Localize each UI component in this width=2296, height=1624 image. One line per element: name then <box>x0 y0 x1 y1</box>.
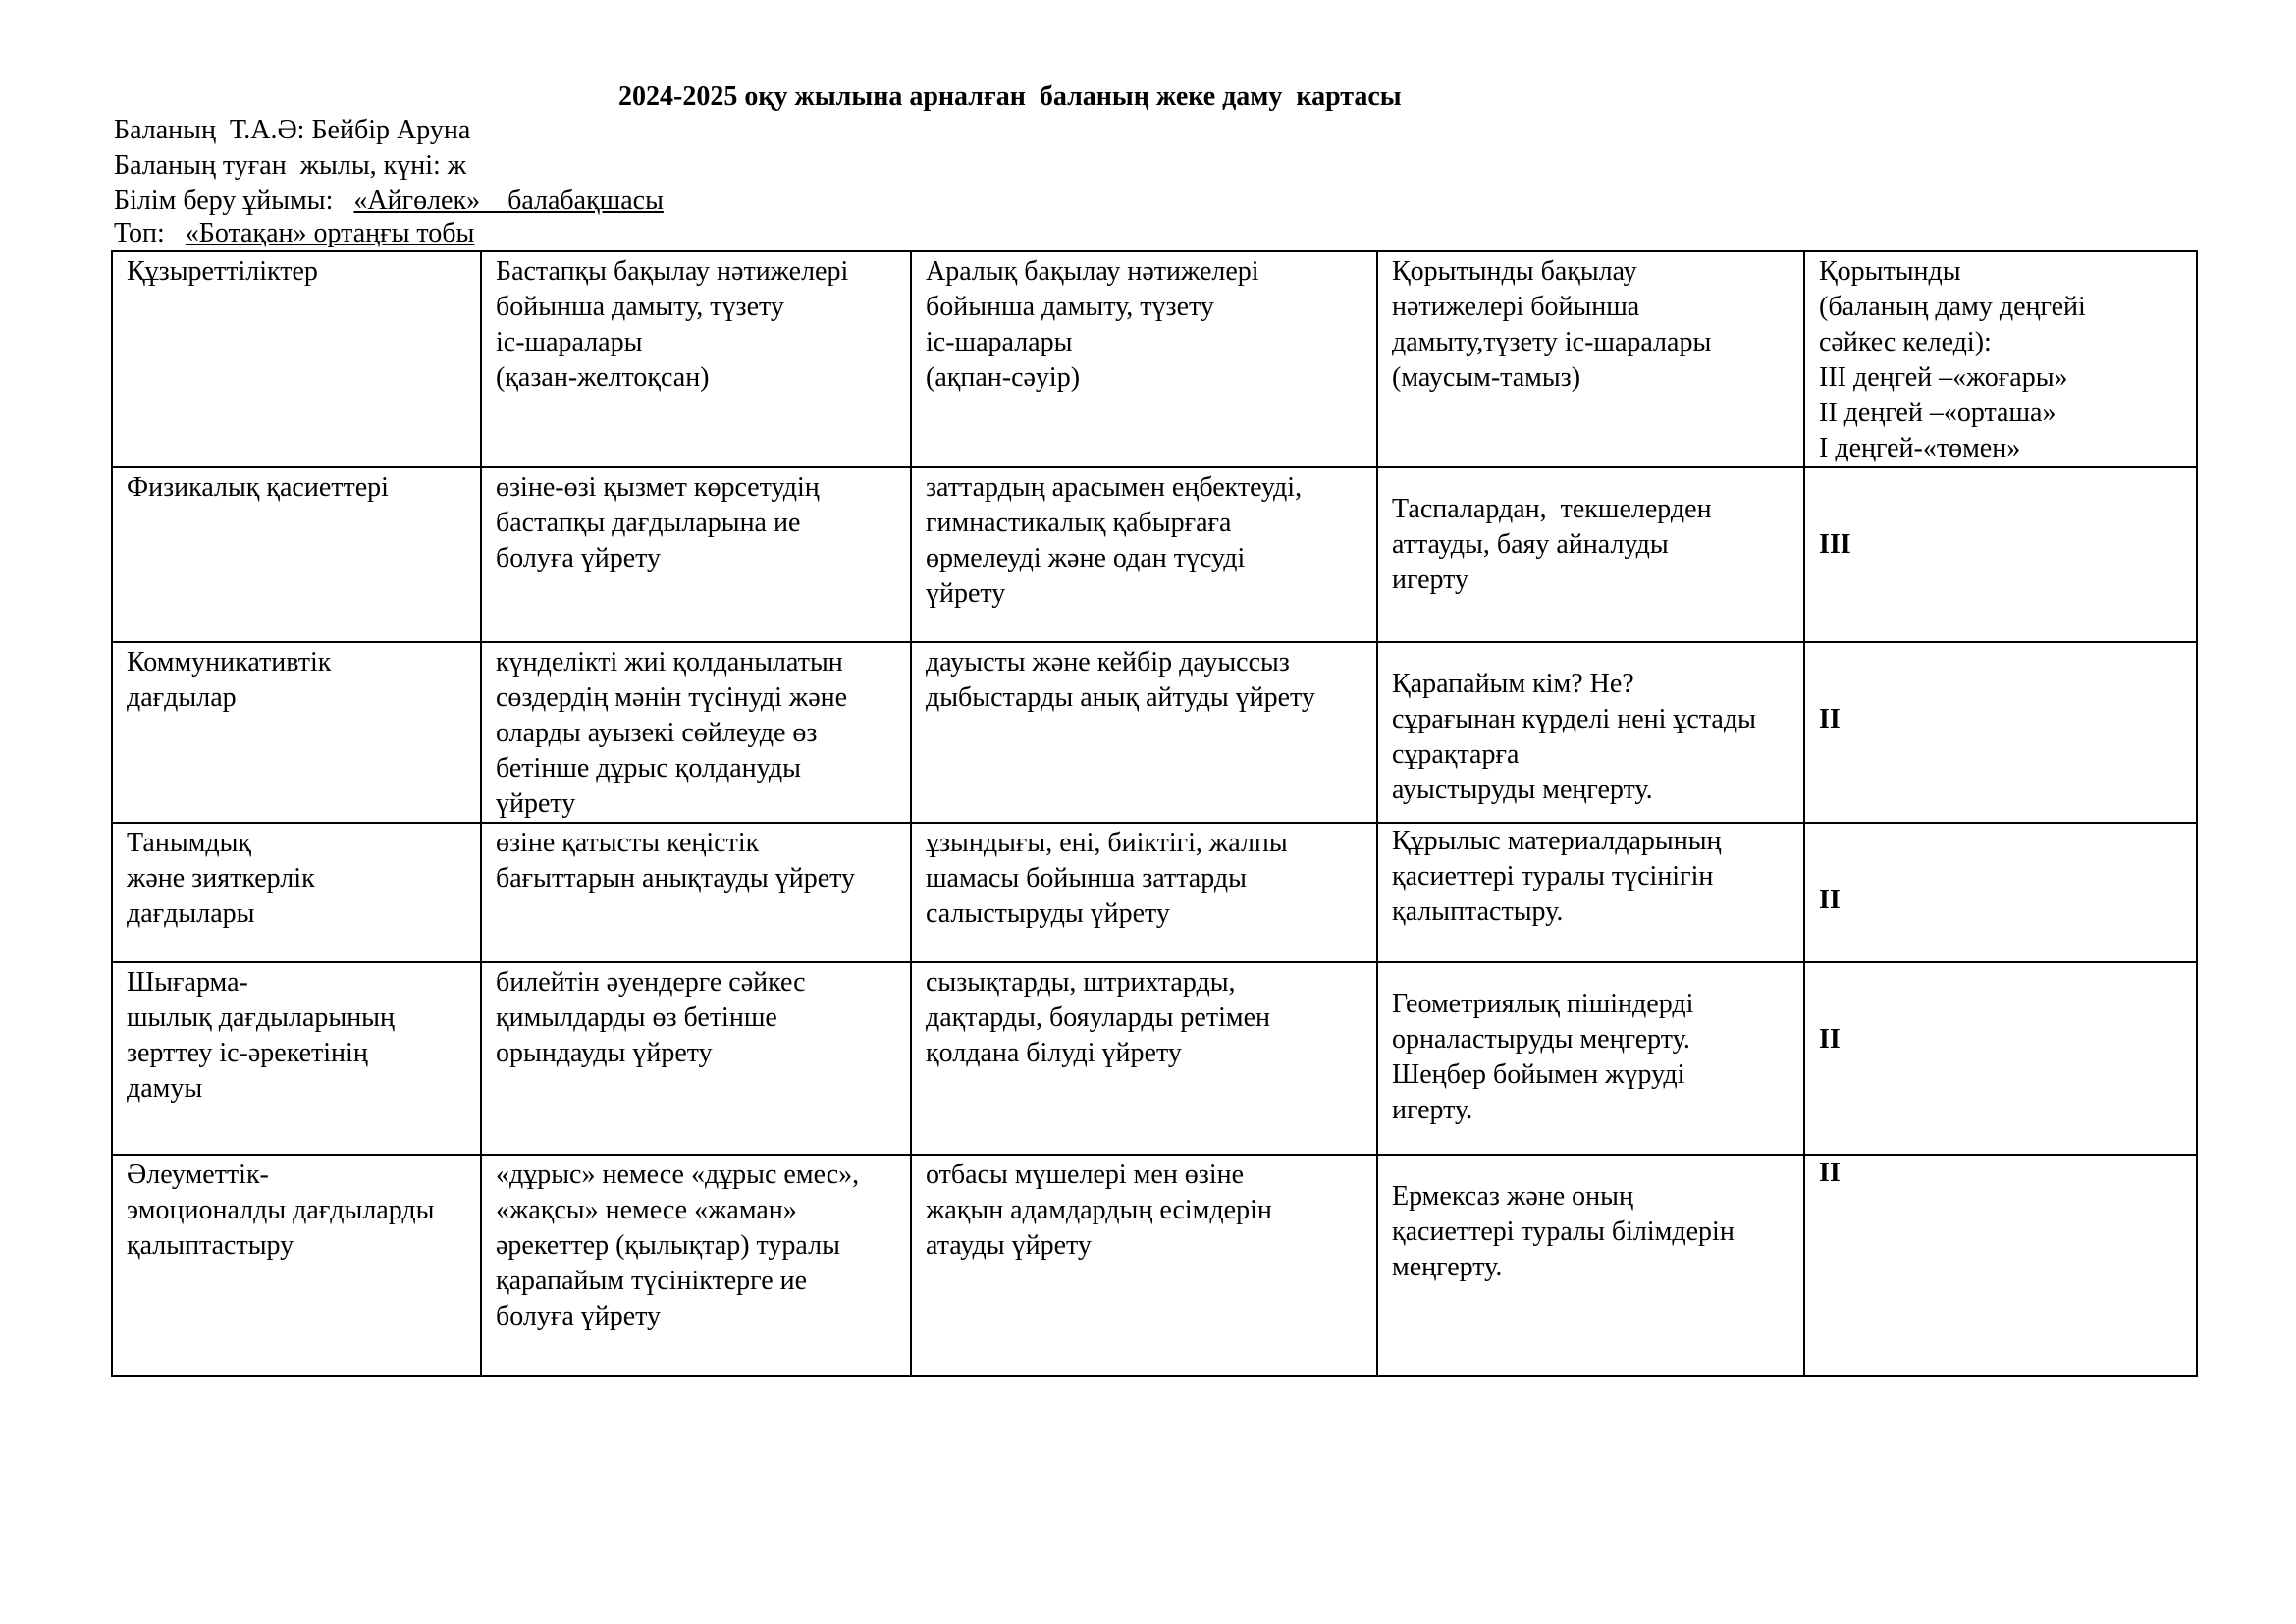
cell-text-line: дағдылар <box>127 682 237 713</box>
cell-text-line: дамуы <box>127 1073 203 1104</box>
competency-cell <box>112 1155 481 1376</box>
organization-line <box>114 184 664 219</box>
cell-text-line: Бастапқы бақылау нәтижелері <box>496 256 849 287</box>
cell-text-line: (қазан-желтоқсан) <box>496 362 710 393</box>
cell-text-line: Ермексаз және оның <box>1392 1181 1633 1212</box>
cell-text-line: Таспалардан, текшелерден <box>1392 494 1712 524</box>
cell-text-line: дақтарды, бояуларды ретімен <box>926 1002 1270 1033</box>
cell-text-line: игерту <box>1392 565 1469 595</box>
development-level-cell <box>1804 962 2197 1155</box>
cell-text-line: үйрету <box>496 788 576 819</box>
cell-text-line: атауды үйрету <box>926 1230 1092 1261</box>
development-level-cell <box>1804 823 2197 962</box>
child-name-line <box>114 113 470 148</box>
cell-text-line: дауысты және кейбір дауыссыз <box>926 647 1290 677</box>
cell-text-line: болуға үйрету <box>496 1301 662 1331</box>
cell-text-line: Танымдық <box>127 828 252 858</box>
cell-text-line: Құзыреттіліктер <box>127 256 318 287</box>
child-name-label: Баланың Т.А.Ә: <box>114 115 312 145</box>
birth-label: Баланың туған жылы, күні: <box>114 150 448 181</box>
final-measures-cell <box>1377 823 1804 962</box>
cell-text-line: Аралық бақылау нәтижелері <box>926 256 1259 287</box>
cell-text-line: (маусым-тамыз) <box>1392 362 1581 393</box>
intermediate-measures-cell <box>911 642 1377 823</box>
cell-text-line: жақын адамдардың есімдерін <box>926 1195 1272 1225</box>
cell-text-line: сұрағынан күрделі нені ұстады <box>1392 704 1756 734</box>
cell-text-line: Коммуникативтік <box>127 647 332 677</box>
table-row <box>112 467 2197 642</box>
cell-text-line: дамыту,түзету іс-шаралары <box>1392 327 1712 357</box>
cell-text-line: зерттеу іс-әрекетінің <box>127 1038 368 1068</box>
cell-text-line: іс-шаралары <box>926 327 1073 357</box>
cell-text-line: (баланың даму деңгейі <box>1819 292 2086 322</box>
development-level-value: II <box>1819 704 1841 734</box>
cell-text-line: (ақпан-сәуір) <box>926 362 1081 393</box>
competency-cell <box>112 467 481 642</box>
header-initial-observation <box>481 251 911 467</box>
organization-label: Білім беру ұйымы: <box>114 186 354 216</box>
development-level-value: III <box>1819 529 1851 560</box>
cell-text-line: I деңгей-«төмен» <box>1819 433 2021 463</box>
cell-text-line: дағдылары <box>127 898 255 929</box>
group-line <box>114 216 474 251</box>
intermediate-measures-cell <box>911 1155 1377 1376</box>
organization-value: «Айгөлек» балабақшасы <box>353 186 664 216</box>
table-row <box>112 823 2197 962</box>
table-body <box>112 251 2197 1376</box>
initial-measures-cell <box>481 467 911 642</box>
cell-text-line: бойынша дамыту, түзету <box>926 292 1214 322</box>
cell-text-line: шылық дағдыларының <box>127 1002 395 1033</box>
header-final-observation <box>1377 251 1804 467</box>
cell-text-line: меңгерту. <box>1392 1252 1503 1282</box>
cell-text-line: үйрету <box>926 578 1006 609</box>
development-level-value: II <box>1819 1158 1841 1188</box>
cell-text-line: қасиеттері туралы білімдерін <box>1392 1217 1735 1247</box>
initial-measures-cell <box>481 823 911 962</box>
development-level-value: II <box>1819 885 1841 915</box>
cell-text-line: болуға үйрету <box>496 543 662 573</box>
intermediate-measures-cell <box>911 962 1377 1155</box>
cell-text-line: дыбыстарды анық айтуды үйрету <box>926 682 1315 713</box>
group-label: Топ: <box>114 218 186 248</box>
development-level-cell <box>1804 467 2197 642</box>
competency-cell <box>112 642 481 823</box>
birth-value: ж <box>447 150 467 181</box>
cell-text-line: салыстыруды үйрету <box>926 898 1170 929</box>
cell-text-line: Қорытынды бақылау <box>1392 256 1637 287</box>
cell-text-line: орындауды үйрету <box>496 1038 713 1068</box>
cell-text-line: билейтін әуендерге сәйкес <box>496 967 806 998</box>
cell-text-line: сызықтарды, штрихтарды, <box>926 967 1236 998</box>
cell-text-line: өрмелеуді және одан түсуді <box>926 543 1246 573</box>
final-measures-cell <box>1377 962 1804 1155</box>
final-measures-cell <box>1377 642 1804 823</box>
intermediate-measures-cell <box>911 467 1377 642</box>
table-row <box>112 1155 2197 1376</box>
cell-text-line: қимылдарды өз бетінше <box>496 1002 777 1033</box>
cell-text-line: ауыстыруды меңгерту. <box>1392 775 1653 805</box>
cell-text-line: ұзындығы, ені, биіктігі, жалпы <box>926 828 1288 858</box>
cell-text-line: бетінше дұрыс қолдануды <box>496 753 801 784</box>
header-intermediate-observation <box>911 251 1377 467</box>
cell-text-line: Құрылыс материалдарының <box>1392 826 1722 856</box>
cell-text-line: Физикалық қасиеттері <box>127 472 389 503</box>
cell-text-line: аттауды, баяу айналуды <box>1392 529 1669 560</box>
child-name-value: Бейбір Аруна <box>311 115 471 145</box>
table-header-row <box>112 251 2197 467</box>
cell-text-line: нәтижелері бойынша <box>1392 292 1640 322</box>
cell-text-line: гимнастикалық қабырғаға <box>926 508 1232 538</box>
cell-text-line: сәйкес келеді): <box>1819 327 1992 357</box>
cell-text-line: II деңгей –«орташа» <box>1819 398 2056 428</box>
cell-text-line: Геометриялық пішіндерді <box>1392 989 1694 1019</box>
cell-text-line: күнделікті жиі қолданылатын <box>496 647 843 677</box>
competency-cell <box>112 962 481 1155</box>
cell-text-line: Шеңбер бойымен жүруді <box>1392 1059 1685 1090</box>
initial-measures-cell <box>481 642 911 823</box>
cell-text-line: заттардың арасымен еңбектеуді, <box>926 472 1303 503</box>
cell-text-line: бағыттарын анықтауды үйрету <box>496 863 855 893</box>
development-level-cell <box>1804 642 2197 823</box>
cell-text-line: отбасы мүшелері мен өзіне <box>926 1160 1245 1190</box>
intermediate-measures-cell <box>911 823 1377 962</box>
header-competencies <box>112 251 481 467</box>
cell-text-line: эмоционалды дағдыларды <box>127 1195 435 1225</box>
cell-text-line: қасиеттері туралы түсінігін <box>1392 861 1714 892</box>
cell-text-line: игерту. <box>1392 1095 1473 1125</box>
initial-measures-cell <box>481 962 911 1155</box>
cell-text-line: сөздердің мәнін түсінуді және <box>496 682 848 713</box>
cell-text-line: шамасы бойынша заттарды <box>926 863 1247 893</box>
cell-text-line: «жақсы» немесе «жаман» <box>496 1195 797 1225</box>
cell-text-line: қалыптастыру. <box>1392 896 1564 927</box>
cell-text-line: III деңгей –«жоғары» <box>1819 362 2068 393</box>
table-row <box>112 642 2197 823</box>
cell-text-line: әрекеттер (қылықтар) туралы <box>496 1230 840 1261</box>
cell-text-line: орналастыруды меңгерту. <box>1392 1024 1690 1055</box>
cell-text-line: Қорытынды <box>1819 256 1961 287</box>
cell-text-line: іс-шаралары <box>496 327 643 357</box>
header-conclusion <box>1804 251 2197 467</box>
initial-measures-cell <box>481 1155 911 1376</box>
cell-text-line: оларды ауызекі сөйлеуде өз <box>496 718 818 748</box>
cell-text-line: Шығарма- <box>127 967 248 998</box>
final-measures-cell <box>1377 467 1804 642</box>
cell-text-line: қарапайым түсініктерге ие <box>496 1266 808 1296</box>
table-row <box>112 962 2197 1155</box>
cell-text-line: қолдана білуді үйрету <box>926 1038 1182 1068</box>
cell-text-line: бастапқы дағдыларына ие <box>496 508 801 538</box>
competency-cell <box>112 823 481 962</box>
development-card-table <box>111 250 2198 1377</box>
cell-text-line: «дұрыс» немесе «дұрыс емес», <box>496 1160 860 1190</box>
cell-text-line: қалыптастыру <box>127 1230 294 1261</box>
cell-text-line: Әлеуметтік- <box>127 1160 269 1190</box>
cell-text-line: және зияткерлік <box>127 863 315 893</box>
birth-line <box>114 148 466 184</box>
cell-text-line: бойынша дамыту, түзету <box>496 292 784 322</box>
cell-text-line: өзіне-өзі қызмет көрсетудің <box>496 472 820 503</box>
development-level-cell <box>1804 1155 2197 1376</box>
final-measures-cell <box>1377 1155 1804 1376</box>
cell-text-line: Қарапайым кім? Не? <box>1392 669 1634 699</box>
cell-text-line: өзіне қатысты кеңістік <box>496 828 760 858</box>
group-value: «Ботақан» ортаңғы тобы <box>185 218 475 248</box>
page-title: 2024-2025 оқу жылына арналған баланың жеке даму картасы <box>618 81 1402 112</box>
cell-text-line: сұрақтарға <box>1392 739 1520 770</box>
development-level-value: II <box>1819 1024 1841 1055</box>
